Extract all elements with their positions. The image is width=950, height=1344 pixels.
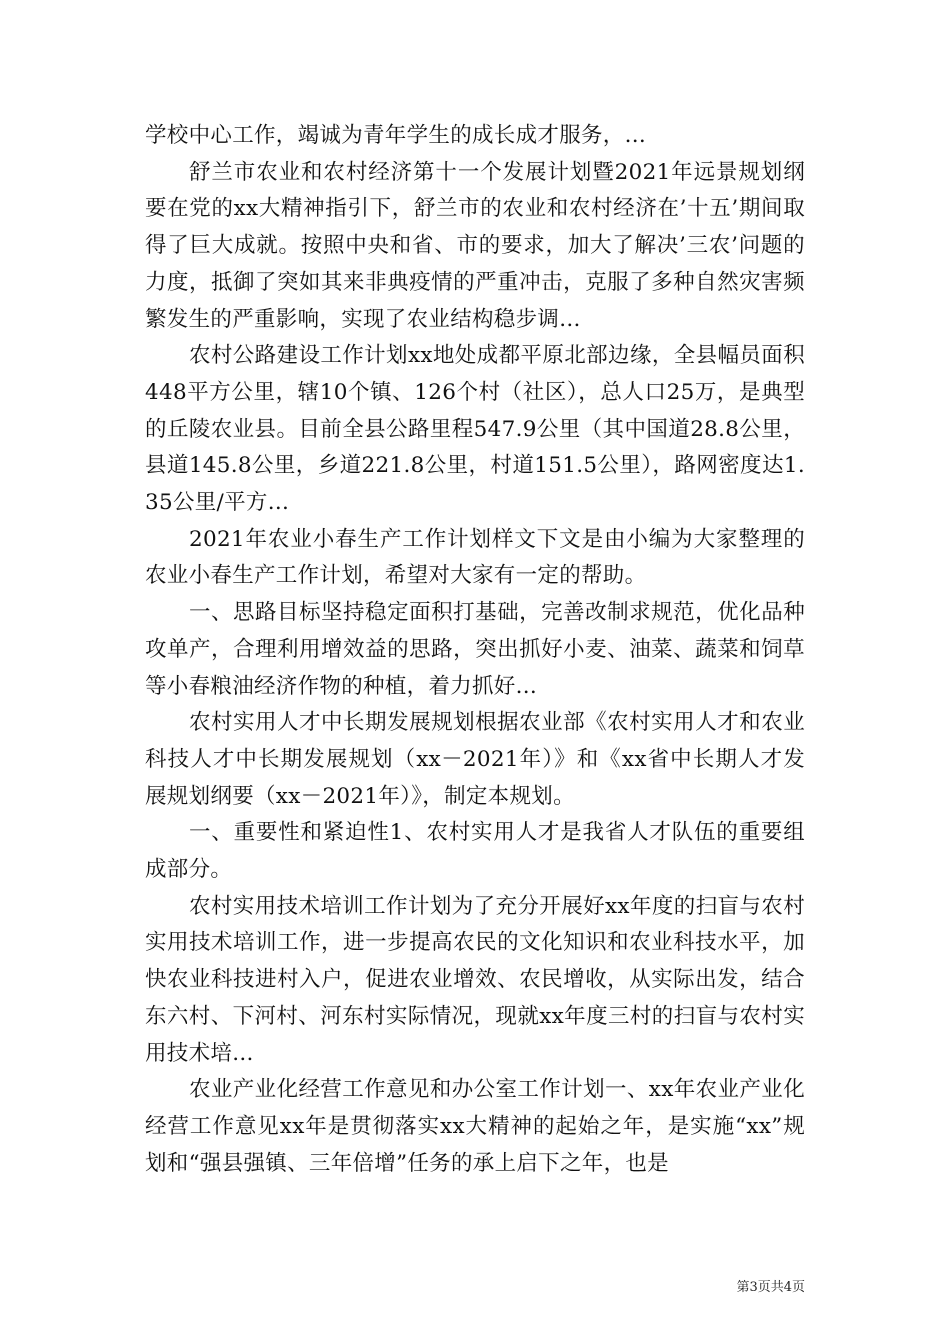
paragraph-4: 2021年农业小春生产工作计划样文下文是由小编为大家整理的农业小春生产工作计划，希望对大家有一定的帮助。 [145, 526, 805, 589]
page-number: 第3页共4页 [736, 1280, 805, 1295]
document-body [145, 118, 805, 1182]
paragraph-9: 农业产业化经营工作意见和办公室工作计划一、xx年农业产业化经营工作意见xx年是贯彻落实xx大精神的起始之年，是实施“xx”规划和“强县强镇、三年倍增”任务的承上启下之年，也是 [145, 1077, 805, 1176]
paragraph-6: 农村实用人才中长期发展规划根据农业部《农村实用人才和农业科技人才中长期发展规划（xx－2021年）》和《xx省中长期人才发展规划纲要（xx－2021年）》，制定本规划。 [145, 710, 805, 809]
paragraph-2: 舒兰市农业和农村经济第十一个发展计划暨2021年远景规划纲要在党的xx大精神指引下，舒兰市的农业和农村经济在’十五’期间取得了巨大成就。按照中央和省、市的要求，加大了解决’三农’问题的力度，抵御了突如其来非典疫情的严重冲击，克服了多种自然灾害频繁发生的严重影响，实现了农业结构稳步调... [145, 159, 805, 332]
paragraph-7: 一、重要性和紧迫性1、农村实用人才是我省人才队伍的重要组成部分。 [145, 820, 805, 883]
paragraph-1: 学校中心工作，竭诚为青年学生的成长成才服务，... [145, 123, 647, 148]
paragraph-8: 农村实用技术培训工作计划为了充分开展好xx年度的扫盲与农村实用技术培训工作，进一步提高农民的文化知识和农业科技水平，加快农业科技进村入户，促进农业增效、农民增收，从实际出发，结合东六村、下河村、河东村实际情况，现就xx年度三村的扫盲与农村实用技术培... [145, 893, 805, 1066]
paragraph-5: 一、思路目标坚持稳定面积打基础，完善改制求规范，优化品种攻单产，合理利用增效益的思路，突出抓好小麦、油菜、蔬菜和饲草等小春粮油经济作物的种植，着力抓好... [145, 600, 805, 699]
paragraph-3: 农村公路建设工作计划xx地处成都平原北部边缘，全县幅员面积448平方公里，辖10个镇、126个村（社区），总人口25万，是典型的丘陵农业县。目前全县公路里程547.9公里（其中国道28.8公里，县道145.8公里，乡道221.8公里，村道151.5公里），路网密度达1.35公里/平方... [145, 343, 805, 516]
